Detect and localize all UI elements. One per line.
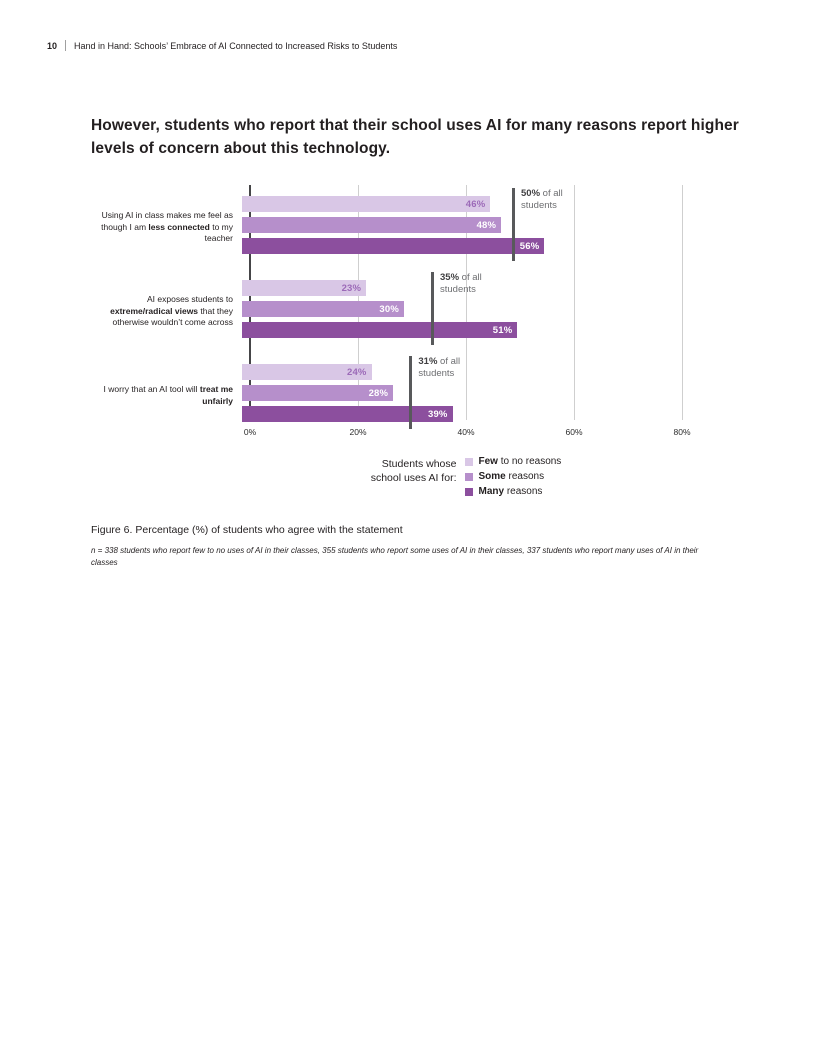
group-bars <box>242 356 674 427</box>
legend-label: Some reasons <box>478 471 545 482</box>
value-label: 39% <box>427 408 448 420</box>
legend-title-line1: Students whose <box>381 458 457 470</box>
bar-some-reasons <box>242 217 501 233</box>
bar-few-to-no-reasons <box>242 196 490 212</box>
bar-row <box>242 406 674 422</box>
value-label: 30% <box>379 303 399 315</box>
bar-many-reasons <box>242 238 544 254</box>
bar-row <box>242 301 674 317</box>
x-tick-label: 20% <box>349 427 367 437</box>
value-label: 23% <box>341 282 362 294</box>
bar-row <box>242 238 674 254</box>
all-students-annotation: 31% of all students <box>418 356 461 379</box>
legend-swatch <box>465 473 473 481</box>
chart-group <box>90 188 682 259</box>
figure-caption: Figure 6. Percentage (%) of students who agree with the statement <box>91 524 403 536</box>
legend-item <box>465 471 561 482</box>
bar-row <box>242 196 674 212</box>
all-students-marker-line <box>409 356 412 429</box>
legend-swatch <box>465 488 473 496</box>
legend-title <box>371 456 457 485</box>
legend-item <box>465 486 561 497</box>
bar-row <box>242 385 674 401</box>
all-students-annotation: 50% of all students <box>521 188 563 211</box>
bar-row <box>242 217 674 233</box>
legend-items <box>465 456 561 497</box>
category-label: AI exposes students to extreme/radical views that they otherwise wouldn’t come across <box>110 294 233 328</box>
bar-row <box>242 322 674 338</box>
x-tick-label: 0% <box>243 427 257 437</box>
x-tick-label: 60% <box>565 427 583 437</box>
legend-swatch <box>465 458 473 466</box>
legend-label: Many reasons <box>478 486 543 497</box>
value-label: 51% <box>492 324 513 336</box>
gridline <box>682 185 683 420</box>
legend <box>250 456 682 497</box>
bar-some-reasons <box>242 385 393 401</box>
bar-many-reasons <box>242 406 453 422</box>
header-divider <box>65 40 66 51</box>
value-label: 28% <box>368 387 389 399</box>
group-bars <box>242 272 674 343</box>
category-label: Using AI in class makes me feel as though I am less connected to my teacher <box>101 210 233 244</box>
category-label: I worry that an AI tool will treat me unfairly <box>103 384 233 406</box>
all-students-annotation: 35% of all students <box>440 272 482 295</box>
bar-few-to-no-reasons <box>242 364 372 380</box>
bar-few-to-no-reasons <box>242 280 366 296</box>
bar-many-reasons <box>242 322 517 338</box>
bar-some-reasons <box>242 301 404 317</box>
x-axis-ticks <box>243 427 691 439</box>
legend-item <box>465 456 561 467</box>
all-students-marker-line <box>431 272 434 345</box>
running-header <box>47 40 397 51</box>
legend-label: Few to no reasons <box>478 456 562 467</box>
value-label: 48% <box>476 219 497 231</box>
all-students-marker-line <box>512 188 515 261</box>
figure-footnote: n = 338 students who report few to no uses of AI in their classes, 355 students who report some uses of AI in their classes, 337 students who report many uses of AI in their classes <box>91 546 699 567</box>
x-tick-label: 80% <box>673 427 691 437</box>
figure-heading: However, students who report that their school uses AI for many reasons report higher levels of concern about this technology. <box>91 117 739 158</box>
value-label: 56% <box>519 240 540 252</box>
x-tick-label: 40% <box>457 427 475 437</box>
page-number: 10 <box>47 40 58 51</box>
value-label: 46% <box>465 198 486 210</box>
group-bars <box>242 188 674 259</box>
chart-group <box>90 356 682 427</box>
bar-groups <box>90 188 682 427</box>
value-label: 24% <box>346 366 367 378</box>
chart-group <box>90 272 682 343</box>
document-title: Hand in Hand: Schools’ Embrace of AI Connected to Increased Risks to Students <box>74 40 398 51</box>
legend-title-line2: school uses AI for: <box>370 472 457 485</box>
